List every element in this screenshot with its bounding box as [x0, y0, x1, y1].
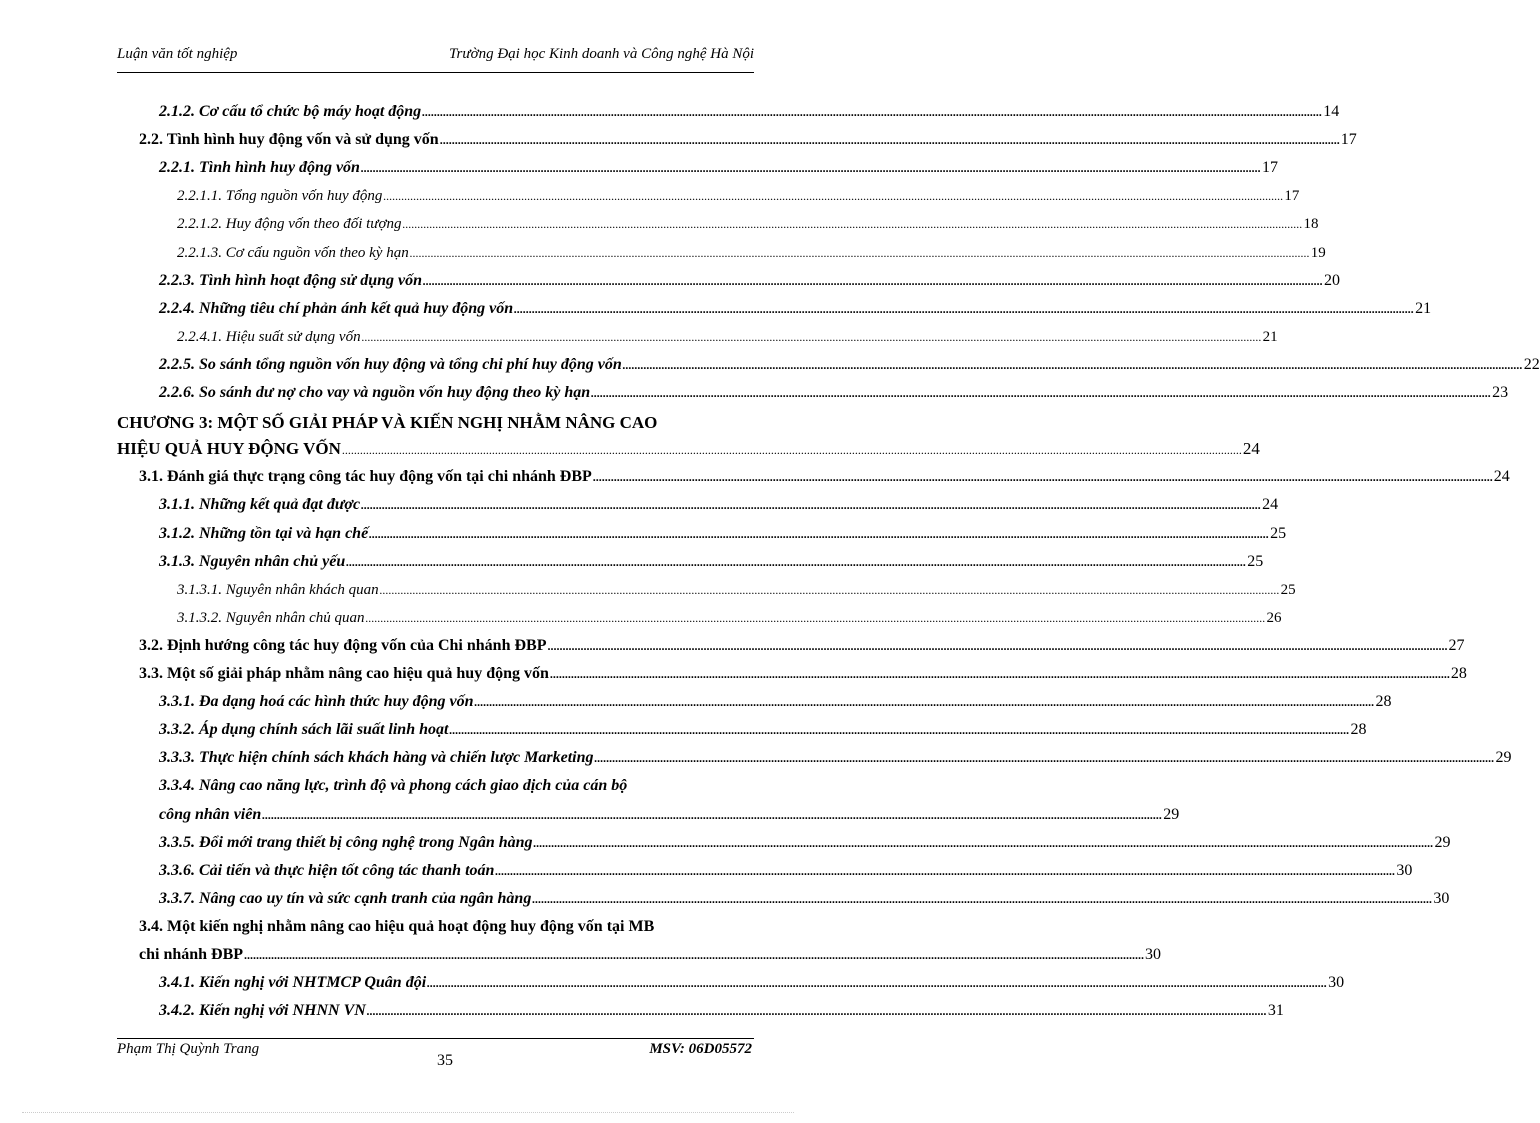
toc-entry — [159, 295, 1432, 323]
toc-leader-dots: ............................................................................................................................................................................................................................................................................................................ — [594, 751, 1495, 766]
toc-leader-dots: ............................................................................................................................................................................................................................................................................................................ — [341, 443, 1242, 458]
footer-rule — [117, 1038, 754, 1039]
header-left: Luận văn tốt nghiệp — [117, 46, 238, 62]
header-right: Trường Đại học Kinh doanh và Công nghệ Hà Nội — [449, 46, 754, 62]
toc-entry-page: 29 — [1163, 805, 1180, 823]
toc-entry-page: 25 — [1280, 581, 1296, 598]
toc-entry-page: 26 — [1266, 609, 1282, 626]
toc-entry-page: 28 — [1350, 721, 1367, 739]
toc-entry-title: 3.3.6. Cải tiến và thực hiện tốt công tác thanh toán — [159, 861, 495, 879]
toc-entry-page: 30 — [1396, 861, 1413, 879]
page-number: 35 — [437, 1052, 453, 1069]
toc-entry-page: 22 — [1523, 355, 1540, 373]
toc-entry — [159, 351, 1540, 379]
toc-entry-title: 3.1.3.1. Nguyên nhân khách quan — [177, 581, 379, 598]
toc-entry — [159, 520, 1287, 548]
toc-entry-title: 3.3.1. Đa dạng hoá các hình thức huy động vốn — [159, 693, 474, 711]
toc-entry-page: 28 — [1375, 693, 1392, 711]
toc-entry-title: 2.2.1.2. Huy động vốn theo đối tượng — [177, 216, 402, 233]
toc-entry-page: 29 — [1495, 749, 1512, 767]
toc-leader-dots: ............................................................................................................................................................................................................................................................................................................ — [427, 976, 1328, 991]
toc-entry-title: 3.1.3. Nguyên nhân chủ yếu — [159, 552, 346, 570]
toc-leader-dots: ............................................................................................................................................................................................................................................................................................................ — [360, 161, 1261, 176]
toc-entry-page: 30 — [1328, 974, 1345, 992]
toc-entry-page: 24 — [1493, 468, 1510, 486]
toc-entry-title-line1: 3.4. Một kiến nghị nhằm nâng cao hiệu quả hoạt động huy động vốn tại MB — [139, 917, 655, 935]
toc-entry — [139, 632, 1465, 660]
toc-entry — [159, 98, 1340, 126]
toc-leader-dots: ............................................................................................................................................................................................................................................................................................................ — [514, 301, 1415, 316]
toc-entry — [159, 997, 1284, 1025]
toc-entry-title: công nhân viên — [159, 805, 262, 823]
toc-entry-title: 3.3.5. Đổi mới trang thiết bị công nghệ trong Ngân hàng — [159, 833, 533, 851]
toc-entry-title: 3.1.1. Những kết quả đạt được — [159, 496, 361, 514]
toc-leader-dots: ............................................................................................................................................................................................................................................................................................................ — [365, 610, 1266, 625]
toc-entry — [159, 829, 1451, 857]
toc-leader-dots: ............................................................................................................................................................................................................................................................................................................ — [361, 498, 1262, 513]
toc-entry — [159, 267, 1341, 295]
toc-entry-title: 2.2.1. Tình hình huy động vốn — [159, 159, 360, 177]
toc-leader-dots: ............................................................................................................................................................................................................................................................................................................ — [449, 723, 1350, 738]
toc-entry — [177, 182, 1300, 210]
toc-entry-page: 21 — [1262, 328, 1278, 345]
toc-entry-title: 2.2.1.3. Cơ cấu nguồn vốn theo kỳ hạn — [177, 244, 409, 261]
toc-entry — [139, 660, 1467, 688]
toc-entry-title: 3.3. Một số giải pháp nhằm nâng cao hiệu quả huy động vốn — [139, 665, 549, 682]
toc-entry — [159, 969, 1345, 997]
toc-leader-dots: ............................................................................................................................................................................................................................................................................................................ — [379, 582, 1280, 597]
toc-entry-title: 3.4.2. Kiến nghị với NHNN VN — [159, 1002, 366, 1020]
toc-entry — [159, 379, 1509, 407]
toc-leader-dots: ............................................................................................................................................................................................................................................................................................................ — [439, 133, 1340, 148]
toc-entry-title: 3.1. Đánh giá thực trạng công tác huy động vốn tại chi nhánh ĐBP — [139, 468, 592, 486]
toc-leader-dots: ............................................................................................................................................................................................................................................................................................................ — [592, 470, 1493, 485]
toc-entry-page: 17 — [1261, 159, 1278, 177]
toc-entry-title: 2.2.4. Những tiêu chí phản ánh kết quả huy động vốn — [159, 299, 514, 317]
toc-entry-page: 24 — [1262, 496, 1279, 514]
footer-author: Phạm Thị Quỳnh Trang — [117, 1041, 260, 1057]
toc-leader-dots: ............................................................................................................................................................................................................................................................................................................ — [423, 273, 1324, 288]
toc-entry-title: 2.2.1.1. Tổng nguồn vốn huy động — [177, 188, 383, 205]
toc-entry — [159, 801, 1180, 829]
toc-leader-dots: ............................................................................................................................................................................................................................................................................................................ — [591, 386, 1492, 400]
toc-leader-dots: ............................................................................................................................................................................................................................................................................................................ — [474, 695, 1375, 710]
toc-leader-dots: ............................................................................................................................................................................................................................................................................................................ — [422, 105, 1323, 119]
toc-leader-dots: ............................................................................................................................................................................................................................................................................................................ — [366, 1004, 1267, 1019]
chapter-title-line1: CHƯƠNG 3: MỘT SỐ GIẢI PHÁP VÀ KIẾN NGHỊ NHẰM NÂNG CAO — [117, 413, 658, 433]
toc-entry-page: 14 — [1323, 103, 1340, 120]
toc-entry-page: 21 — [1415, 299, 1432, 317]
toc-leader-dots: ............................................................................................................................................................................................................................................................................................................ — [383, 189, 1284, 204]
toc-entry — [139, 463, 1510, 491]
toc-entry-page: 30 — [1433, 889, 1450, 907]
chapter-title-line2 — [117, 435, 1260, 463]
toc-leader-dots: ............................................................................................................................................................................................................................................................................................................ — [409, 245, 1310, 260]
toc-entry-page: 30 — [1145, 946, 1162, 963]
toc-entry-title: 3.4.1. Kiến nghị với NHTMCP Quân đội — [159, 974, 427, 992]
toc-entry-page: 24 — [1242, 439, 1260, 459]
toc-entry — [159, 491, 1279, 519]
toc-leader-dots: ............................................................................................................................................................................................................................................................................................................ — [262, 807, 1163, 822]
toc-entry — [177, 323, 1278, 351]
toc-entry-page: 25 — [1247, 552, 1264, 570]
toc-entry — [159, 548, 1264, 576]
toc-entry — [159, 857, 1413, 885]
toc-leader-dots: ............................................................................................................................................................................................................................................................................................................ — [532, 891, 1433, 906]
toc-entry-page: 28 — [1450, 665, 1467, 682]
toc-entry-page: 19 — [1310, 244, 1326, 261]
toc-leader-dots: ............................................................................................................................................................................................................................................................................................................ — [369, 526, 1270, 541]
toc-entry-title: 3.3.2. Áp dụng chính sách lãi suất linh hoạt — [159, 721, 449, 739]
toc-leader-dots: ............................................................................................................................................................................................................................................................................................................ — [244, 948, 1145, 962]
toc-entry-title: 2.2. Tình hình huy động vốn và sử dụng vốn — [139, 131, 439, 149]
toc-entry-title: HIỆU QUẢ HUY ĐỘNG VỐN — [117, 439, 341, 459]
toc-entry-title: 2.2.5. So sánh tổng nguồn vốn huy động và tổng chi phí huy động vốn — [159, 355, 622, 373]
toc-entry-page: 20 — [1324, 271, 1341, 289]
toc-entry-title-line1: 3.3.4. Nâng cao năng lực, trình độ và phong cách giao dịch của cán bộ — [159, 777, 628, 795]
toc-entry — [177, 210, 1319, 238]
toc-leader-dots: ............................................................................................................................................................................................................................................................................................................ — [361, 329, 1262, 344]
toc-entry — [159, 885, 1450, 913]
toc-leader-dots: ............................................................................................................................................................................................................................................................................................................ — [547, 638, 1448, 653]
footer-student-id: MSV: 06D05572 — [649, 1041, 752, 1057]
toc-entry-page: 18 — [1303, 216, 1319, 233]
toc-entry-title: 3.3.7. Nâng cao uy tín và sức cạnh tranh của ngân hàng — [159, 889, 532, 907]
toc-leader-dots: ............................................................................................................................................................................................................................................................................................................ — [549, 667, 1450, 681]
toc-entry-title: 3.2. Định hướng công tác huy động vốn của Chi nhánh ĐBP — [139, 636, 547, 654]
toc-entry-title: 2.1.2. Cơ cấu tổ chức bộ máy hoạt động — [159, 103, 422, 120]
toc-entry — [139, 126, 1357, 154]
toc-entry-page: 17 — [1284, 188, 1300, 205]
toc-entry-page: 23 — [1492, 384, 1509, 401]
page-edge — [22, 1112, 794, 1113]
toc-entry-title: 2.2.4.1. Hiệu suất sử dụng vốn — [177, 328, 361, 345]
toc-entry-page: 17 — [1340, 131, 1357, 149]
toc-entry-title: 2.2.6. So sánh dư nợ cho vay và nguồn vốn huy động theo kỳ hạn — [159, 384, 591, 401]
toc-leader-dots: ............................................................................................................................................................................................................................................................................................................ — [533, 835, 1434, 850]
toc-leader-dots: ............................................................................................................................................................................................................................................................................................................ — [495, 863, 1396, 878]
toc-entry — [159, 716, 1367, 744]
toc-entry-title: 2.2.3. Tình hình hoạt động sử dụng vốn — [159, 271, 423, 289]
toc-entry-title: chi nhánh ĐBP — [139, 946, 244, 963]
toc-entry-title: 3.1.2. Những tồn tại và hạn chế — [159, 524, 369, 542]
toc-entry — [159, 688, 1392, 716]
toc-leader-dots: ............................................................................................................................................................................................................................................................................................................ — [622, 357, 1523, 372]
header-rule — [117, 72, 754, 73]
toc-leader-dots: ............................................................................................................................................................................................................................................................................................................ — [346, 554, 1247, 569]
toc-entry-title: 3.1.3.2. Nguyên nhân chủ quan — [177, 609, 365, 626]
toc-entry — [139, 941, 1162, 969]
toc-leader-dots: ............................................................................................................................................................................................................................................................................................................ — [402, 217, 1303, 232]
toc-entry — [159, 154, 1278, 182]
toc-entry — [177, 239, 1326, 267]
toc-entry-title: 3.3.3. Thực hiện chính sách khách hàng và chiến lược Marketing — [159, 749, 594, 767]
toc-entry-page: 31 — [1267, 1002, 1284, 1020]
toc-entry — [177, 604, 1282, 632]
toc-entry-page: 29 — [1434, 833, 1451, 851]
toc-entry — [177, 576, 1296, 604]
toc-entry-page: 25 — [1270, 524, 1287, 542]
toc-entry-page: 27 — [1448, 636, 1465, 654]
toc-entry — [159, 744, 1512, 772]
